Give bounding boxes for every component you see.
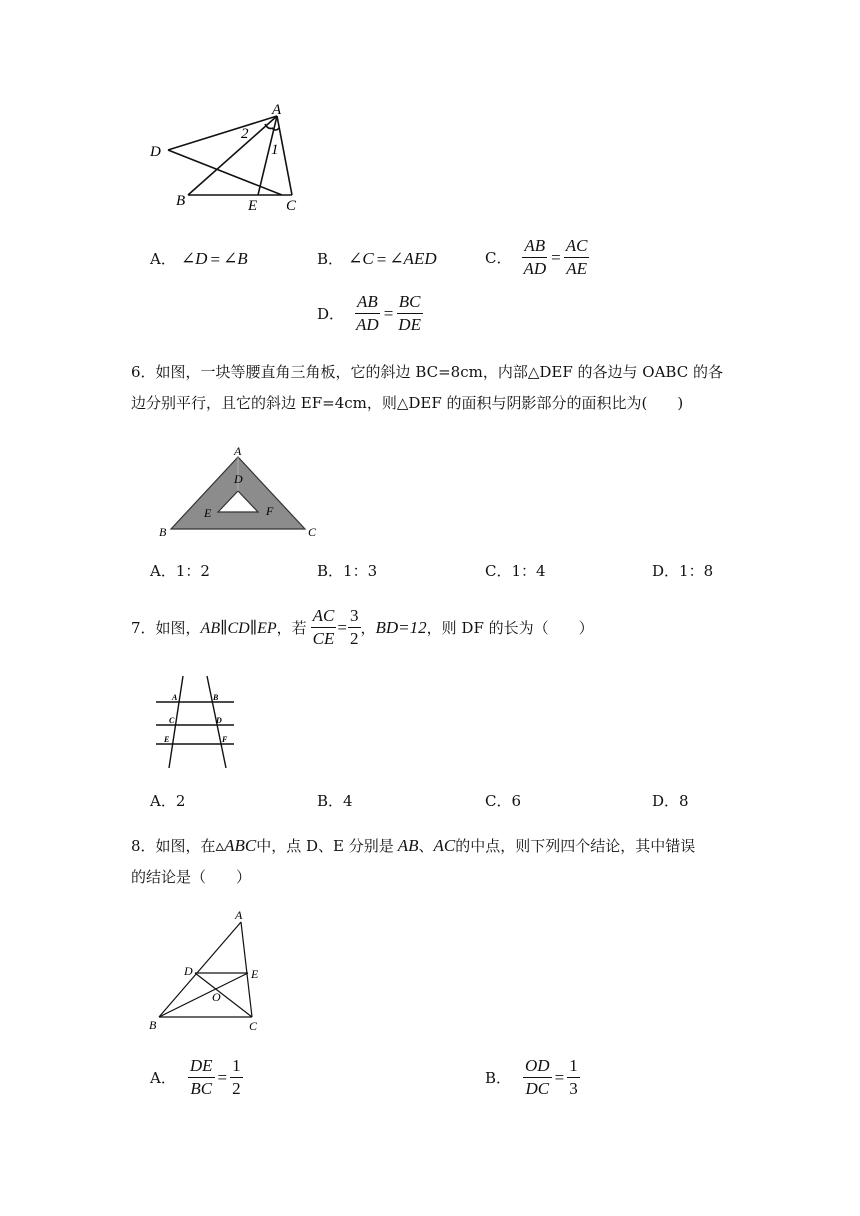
q5-label-E: E	[248, 198, 258, 214]
q7-label-B: B	[213, 693, 219, 702]
q6-stem-line1: 6．如图，一块等腰直角三角板，它的斜边 BC=8cm，内部△DEF 的各边与 OABC 的各	[131, 363, 723, 381]
q8-option-a[interactable]	[150, 1056, 243, 1099]
q6-label-E: E	[204, 506, 212, 520]
option-letter: B．	[317, 250, 344, 268]
q6-label-F: F	[266, 504, 274, 518]
fraction-ac-ae: $\frac{AC}{AE}$	[565, 236, 588, 278]
equals-sign: =	[383, 303, 394, 323]
q8-segment-ab: AB	[397, 836, 419, 855]
fraction-ab-ad: $\frac{AB}{AD}$	[523, 236, 547, 278]
q7-option-d[interactable]: D．8	[652, 792, 689, 810]
q8-prefix: 8．如图，在	[131, 837, 216, 855]
q8-label-B: B	[149, 1018, 157, 1032]
q8-label-D: D	[184, 964, 193, 978]
equals-sign: =	[551, 247, 561, 267]
option-letter: A．	[150, 250, 176, 268]
angle-c: ∠C	[348, 249, 374, 268]
q7-label-E: E	[164, 735, 170, 744]
q7-bd-value: BD=12	[375, 617, 427, 637]
q7-suffix: ，则 DF 的长为（ ）	[426, 618, 594, 637]
q7-label-C: C	[169, 716, 175, 725]
q5-option-b[interactable]	[317, 248, 437, 270]
q5-option-a[interactable]	[150, 248, 248, 270]
q7-option-a[interactable]: A．2	[150, 792, 186, 810]
fraction-3-2: $\frac{3}{2}$	[350, 606, 359, 648]
q8-triangle-abc: ▵ABC	[215, 836, 257, 855]
q5-label-D: D	[150, 144, 161, 160]
q8-label-A: A	[235, 908, 243, 922]
q7-label-D: D	[216, 716, 222, 725]
q7-label-F: F	[222, 735, 228, 744]
q7-label-A: A	[172, 693, 178, 702]
q6-label-C: C	[308, 525, 317, 539]
q7-option-b[interactable]: B．4	[317, 792, 353, 810]
q7-stem	[131, 606, 594, 649]
equals-sign: =	[210, 249, 221, 269]
q7-figure	[150, 672, 240, 772]
fraction-de-bc: $\frac{DE}{BC}$	[189, 1056, 213, 1098]
q8-mid2: 的中点，则下列四个结论，其中错误	[455, 837, 696, 855]
q8-label-E: E	[251, 967, 259, 981]
equals-sign: =	[376, 249, 387, 269]
q8-label-C: C	[249, 1019, 258, 1033]
q7-prefix: 7．如图，	[131, 618, 201, 637]
equals-sign: =	[554, 1067, 565, 1087]
equals-sign: =	[217, 1067, 228, 1087]
angle-aed: ∠AED	[389, 249, 437, 268]
q8-stem-line1	[131, 835, 695, 857]
q5-label-B: B	[176, 193, 186, 209]
q6-option-b[interactable]: B．1：3	[317, 562, 378, 580]
q7-parallel-lines: AB∥CD∥EP	[200, 619, 277, 637]
fraction-bc-de: $\frac{BC}{DE}$	[398, 292, 421, 334]
q6-label-A: A	[234, 444, 242, 458]
angle-d: ∠D	[180, 249, 208, 268]
fraction-ab-ad: $\frac{AB}{AD}$	[356, 292, 379, 334]
q5-option-c[interactable]	[485, 236, 589, 279]
q7-comma: ，	[360, 618, 376, 637]
q5-label-2: 2	[241, 126, 249, 142]
angle-b: ∠B	[223, 249, 248, 268]
q6-option-c[interactable]: C．1：4	[485, 562, 546, 580]
q8-segment-ac: AC	[433, 836, 456, 855]
option-letter: A．	[150, 1069, 176, 1087]
option-letter: B．	[485, 1069, 512, 1087]
q8-stem-line2: 的结论是（ ）	[131, 868, 252, 886]
option-letter: D．	[317, 305, 345, 323]
fraction-1-2: $\frac{1}{2}$	[232, 1056, 241, 1098]
q5-label-A: A	[272, 102, 282, 118]
q6-option-d[interactable]: D．1：8	[652, 562, 714, 580]
q7-option-c[interactable]: C．6	[485, 792, 522, 810]
q6-label-B: B	[159, 525, 167, 539]
fraction-ac-ce: $\frac{AC}{CE}$	[312, 606, 335, 648]
q5-label-1: 1	[271, 142, 279, 158]
q5-option-d[interactable]	[317, 292, 423, 335]
q5-figure	[140, 98, 315, 218]
q5-label-C: C	[286, 198, 297, 214]
q8-option-b[interactable]	[485, 1056, 580, 1099]
q7-ruo: ，若	[276, 618, 307, 637]
q8-figure	[142, 905, 272, 1035]
q8-separator: 、	[418, 837, 434, 855]
q6-label-D: D	[234, 472, 243, 486]
q8-label-O: O	[212, 990, 221, 1004]
fraction-1-3: $\frac{1}{3}$	[569, 1056, 578, 1098]
option-letter: C．	[485, 249, 512, 267]
fraction-od-dc: $\frac{OD}{DC}$	[525, 1056, 550, 1098]
q6-figure	[150, 442, 325, 542]
q8-mid1: 中，点 D、E 分别是	[256, 837, 394, 855]
q6-stem-line2: 边分别平行，且它的斜边 EF=4cm，则△DEF 的面积与阴影部分的面积比为( )	[131, 394, 684, 412]
equals-sign: =	[337, 617, 347, 637]
q6-option-a[interactable]: A．1：2	[150, 562, 210, 580]
